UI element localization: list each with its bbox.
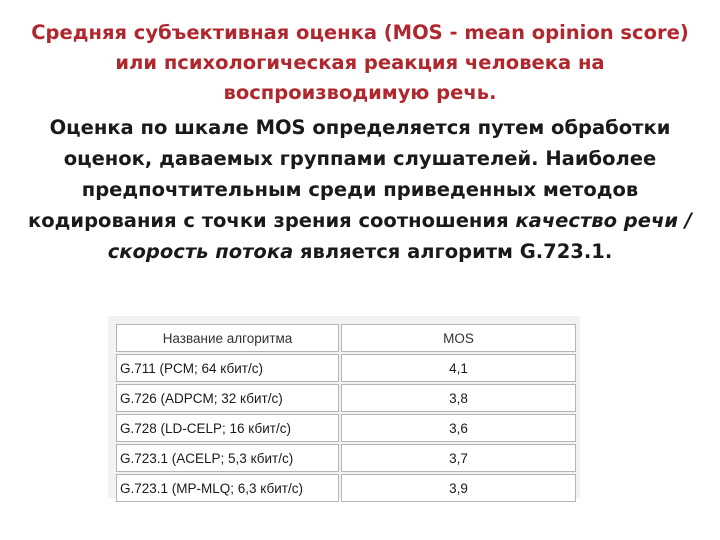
body-text-emphasis: качество речи / скорость потока	[107, 209, 692, 263]
slide-body	[10, 112, 710, 267]
cell-mos: 3,6	[341, 414, 576, 442]
cell-algorithm: G.723.1 (MP-MLQ; 6,3 кбит/с)	[116, 474, 339, 502]
table-row	[116, 474, 576, 502]
mos-table-frame	[108, 316, 580, 498]
header-algorithm: Название алгоритма	[116, 324, 339, 352]
cell-algorithm: G.726 (ADPCM; 32 кбит/с)	[116, 384, 339, 412]
body-text-part-2: является алгоритм G.723.1.	[293, 240, 613, 263]
cell-algorithm: G.723.1 (ACELP; 5,3 кбит/с)	[116, 444, 339, 472]
slide-title: Средняя субъективная оценка (MOS - mean opinion score) или психологическая реакция человека на воспроизводимую речь.	[31, 21, 689, 104]
table-row	[116, 414, 576, 442]
body-text-part-1: Оценка по шкале MOS определяется путем обработки оценок, даваемых группами слушателей. Наиболее предпочтительным среди приведенных методов кодирования с точки зрения соотношения	[28, 116, 671, 232]
table-row	[116, 384, 576, 412]
mos-table	[114, 322, 578, 504]
cell-algorithm: G.728 (LD-CELP; 16 кбит/с)	[116, 414, 339, 442]
table-header-row	[116, 324, 576, 352]
table-row	[116, 444, 576, 472]
cell-mos: 4,1	[341, 354, 576, 382]
cell-mos: 3,7	[341, 444, 576, 472]
header-mos: MOS	[341, 324, 576, 352]
cell-mos: 3,9	[341, 474, 576, 502]
cell-algorithm: G.711 (PCM; 64 кбит/с)	[116, 354, 339, 382]
cell-mos: 3,8	[341, 384, 576, 412]
table-row	[116, 354, 576, 382]
